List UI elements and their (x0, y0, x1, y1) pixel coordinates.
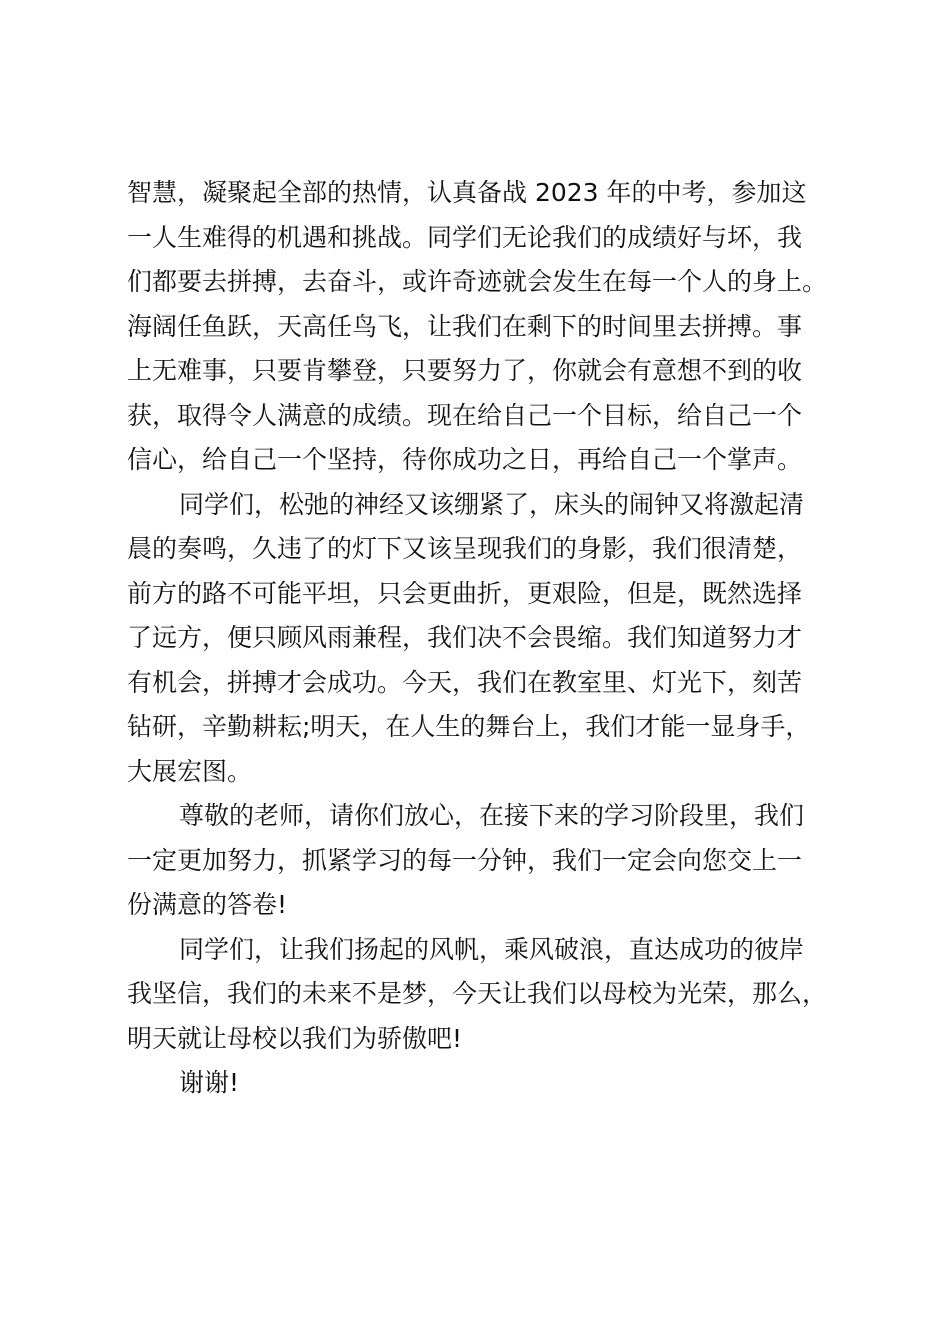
paragraph-start-line: 同学们，松弛的神经又该绷紧了，床头的闹钟又将激起清 (179, 489, 805, 519)
text-line: 智慧，凝聚起全部的热情，认真备战 2023 年的中考，参加这 (127, 178, 807, 207)
text-line: 明天就让母校以我们为骄傲吧! (127, 1023, 463, 1053)
document-body (127, 171, 847, 1106)
text-line: 大展宏图。 (127, 756, 253, 786)
closing-line: 谢谢! (179, 1068, 240, 1097)
text-line: 上无难事，只要肯攀登，只要努力了，你就会有意想不到的收 (127, 356, 803, 385)
text-line: 们都要去拼搏，去奋斗，或许奇迹就会发生在每一个人的身上。 (127, 267, 828, 296)
text-line: 我坚信，我们的未来不是梦，今天让我们以母校为光荣，那么， (127, 979, 828, 1008)
text-line: 一人生难得的机遇和挑战。同学们无论我们的成绩好与坏，我 (127, 222, 803, 252)
text-line: 一定更加努力，抓紧学习的每一分钟，我们一定会向您交上一 (127, 845, 803, 875)
text-line: 获，取得令人满意的成绩。现在给自己一个目标，给自己一个 (127, 400, 803, 430)
paragraph-start-line: 尊敬的老师，请你们放心，在接下来的学习阶段里，我们 (179, 801, 805, 830)
paragraph-start-line: 同学们，让我们扬起的风帆，乘风破浪，直达成功的彼岸 (179, 934, 805, 964)
text-line: 了远方，便只顾风雨兼程，我们决不会畏缩。我们知道努力才 (127, 623, 803, 652)
text-line: 钻研，辛勤耕耘;明天，在人生的舞台上，我们才能一显身手， (127, 712, 811, 741)
text-line: 有机会，拼搏才会成功。今天，我们在教室里、灯光下，刻苦 (127, 667, 803, 697)
text-line: 海阔任鱼跃，天高任鸟飞，让我们在剩下的时间里去拼搏。事 (127, 311, 803, 341)
text-line: 信心，给自己一个坚持，待你成功之日，再给自己一个掌声。 (127, 445, 803, 474)
text-line: 晨的奏鸣，久违了的灯下又该呈现我们的身影，我们很清楚， (127, 534, 803, 563)
text-line: 前方的路不可能平坦，只会更曲折，更艰险，但是，既然选择 (127, 578, 803, 608)
text-line: 份满意的答卷! (127, 890, 288, 919)
